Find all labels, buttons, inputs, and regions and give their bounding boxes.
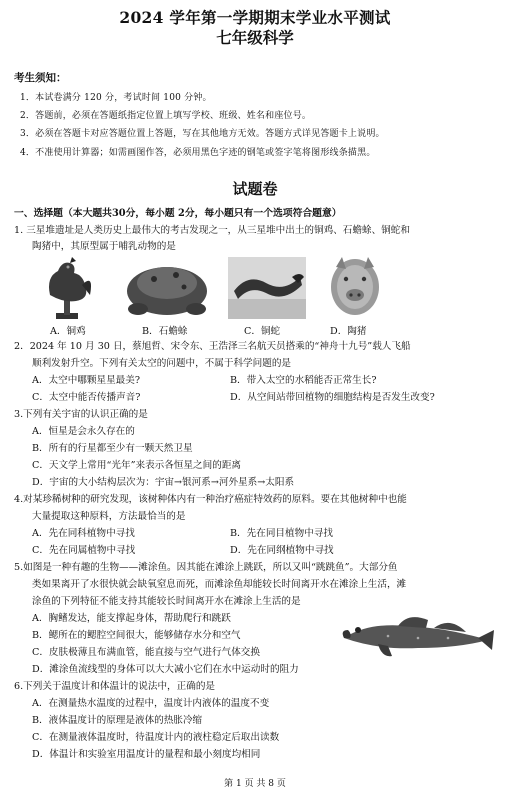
q3-option-a[interactable]: A．恒星是会永久存在的: [32, 426, 135, 437]
q5-option-d[interactable]: D．滩涂鱼流线型的身体可以大大减小它们在水中运动时的阻力: [32, 664, 299, 675]
q5-stem-line3: 涂鱼的下列特征不能支持其能较长时间离开水在滩涂上生活的是: [32, 596, 301, 607]
q6-option-a[interactable]: A．在测量热水温度的过程中，温度计内液体的温度不变: [32, 698, 270, 709]
paper-title: 试题卷: [232, 180, 278, 198]
q4-stem-line1: 4.对某珍稀树种的研究发现，该树种体内有一种治疗癌症特效药的原料。要在其他树种中也能: [14, 494, 407, 505]
q2-option-d[interactable]: D．从空间站带回植物的细胞结构是否发生改变?: [230, 392, 435, 403]
mudskipper-image: [338, 608, 496, 664]
q3-option-c[interactable]: C．天文学上常用“光年”来表示各恒星之间的距离: [32, 460, 242, 471]
bronze-rooster-image: [36, 255, 98, 321]
q6-option-b[interactable]: B．液体温度计的原理是液体的热胀冷缩: [32, 715, 203, 726]
q6-stem: 6.下列关于温度计和体温计的说法中，正确的是: [14, 681, 216, 692]
q1-option-a[interactable]: A．铜鸡: [50, 326, 86, 337]
stone-toad-image: [124, 253, 210, 319]
q6-option-c[interactable]: C．在测量液体温度时，待温度计内的液柱稳定后取出读数: [32, 732, 280, 743]
section-rule: （本大题共30分，每小题 2分，每小题只有一个选项符合题意）: [62, 208, 342, 219]
q5-stem-line1: 5.如图是一种有趣的生物——滩涂鱼。因其能在滩涂上跳跃，所以又叫“跳跳鱼”。大部分鱼: [14, 562, 398, 573]
notice-item-3: 3．必须在答题卡对应答题位置上答题，写在其他地方无效。答题方式详见答题卡上说明。: [20, 129, 385, 139]
q5-option-c[interactable]: C．皮肤极薄且布满血管，能直接与空气进行气体交换: [32, 647, 260, 658]
q1-option-c[interactable]: C．铜蛇: [244, 326, 281, 337]
pottery-pig-image: [328, 253, 382, 319]
q2-stem-line1: 2．2024 年 10 月 30 日，蔡旭哲、宋令东、王浩泽三名航天员搭乘的“神舟十九号”载人飞船: [14, 341, 411, 352]
exam-title: 2024 学年第一学期期末学业水平测试: [119, 8, 391, 27]
q4-option-c[interactable]: C．先在同属植物中寻找: [32, 545, 136, 556]
q1-stem-line2: 陶猪中，其原型属于哺乳动物的是: [32, 241, 176, 252]
q2-option-a[interactable]: A．太空中哪颗星星最美?: [32, 375, 141, 386]
section-heading: [14, 205, 342, 219]
q1-option-b[interactable]: B．石蟾蜍: [142, 326, 188, 337]
q3-option-b[interactable]: B．所有的行星都至少有一颗天然卫星: [32, 443, 193, 454]
q5-option-b[interactable]: B．鳃所在的鳃腔空间很大，能够储存水分和空气: [32, 630, 241, 641]
q5-stem-line2: 类如果离开了水很快就会缺氧窒息而死，而滩涂鱼却能较长时间离开水在滩涂上生活，滩: [32, 579, 407, 590]
q4-option-d[interactable]: D．先在同纲植物中寻找: [230, 545, 334, 556]
q3-option-d[interactable]: D．宇宙的大小结构层次为：宇宙→银河系→河外星系→太阳系: [32, 477, 295, 488]
notice-item-1: 1．本试卷满分 120 分，考试时间 100 分钟。: [20, 93, 212, 103]
section-label: 一、选择题: [14, 208, 63, 219]
q4-option-b[interactable]: B．先在同目植物中寻找: [230, 528, 333, 539]
q5-option-a[interactable]: A．胸鳍发达，能支撑起身体，帮助爬行和跳跃: [32, 613, 231, 624]
notice-item-2: 2．答题前，必须在答题纸指定位置上填写学校、班级、姓名和座位号。: [20, 111, 312, 121]
q2-stem-line2: 顺利发射升空。下列有关太空的问题中，不属于科学问题的是: [32, 358, 292, 369]
q1-stem-line1: 1. 三星堆遗址是人类历史上最伟大的考古发现之一，从三星堆中出土的铜鸡、石蟾蜍、铜蛇和: [14, 225, 410, 236]
q4-option-a[interactable]: A．先在同科植物中寻找: [32, 528, 135, 539]
q1-option-d[interactable]: D．陶猪: [330, 326, 367, 337]
notice-item-4: 4．不准使用计算器；如需画图作答，必须用黑色字迹的钢笔或签字笔将图形线条描黑。: [20, 148, 376, 158]
q2-option-c[interactable]: C．太空中能否传播声音?: [32, 392, 141, 403]
page-footer: 第 1 页 共 8 页: [224, 779, 286, 789]
q2-option-b[interactable]: B．带入太空的水稻能否正常生长?: [230, 375, 377, 386]
exam-subject: 七年级科学: [216, 28, 294, 47]
q4-stem-line2: 大量提取这种原料，方法最恰当的是: [32, 511, 186, 522]
bronze-snake-image: [228, 257, 306, 319]
q3-stem: 3.下列有关宇宙的认识正确的是: [14, 409, 148, 420]
notice-heading: 考生须知：: [14, 72, 67, 84]
q6-option-d[interactable]: D．体温计和实验室用温度计的量程和最小刻度均相同: [32, 749, 261, 760]
